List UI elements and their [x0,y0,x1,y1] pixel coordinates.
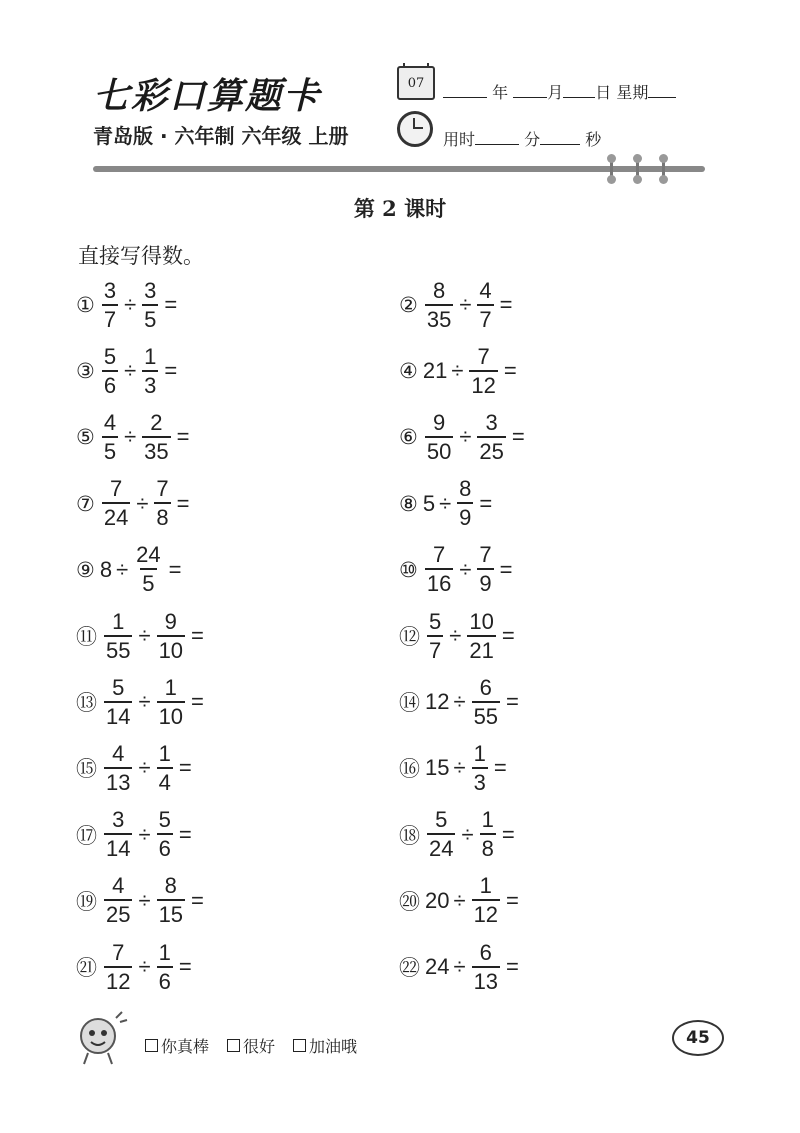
divide-sign: ÷ [459,424,472,450]
numerator: 4 [112,740,125,766]
numerator: 10 [469,608,494,634]
fraction [102,409,118,464]
denominator: 6 [157,966,173,993]
numerator: 7 [109,476,123,502]
equals-sign: = [191,689,204,715]
denominator: 5 [142,304,158,331]
fraction [472,674,500,729]
problem-number: ⑮ [76,757,97,782]
minutes-label: 分 [524,130,541,149]
whole-number: 5 [422,490,436,516]
numerator: 1 [158,740,171,766]
denominator: 35 [142,436,170,463]
numerator: 6 [479,674,492,700]
problem-number: ⑲ [76,889,97,914]
denominator: 5 [102,436,118,463]
divide-sign: ÷ [138,887,151,913]
fraction [427,809,455,860]
fraction [477,277,493,332]
numerator: 5 [112,674,125,700]
date-line [443,80,676,103]
denominator: 16 [425,568,453,595]
denominator: 8 [480,833,496,860]
fraction [104,939,132,994]
problem-number: ㉒ [399,956,420,980]
fraction [425,277,453,332]
denominator: 35 [425,304,453,331]
denominator: 5 [140,568,156,595]
checkbox[interactable] [227,1039,240,1052]
problem-item [76,739,192,797]
numerator: 1 [481,807,494,833]
denominator: 7 [477,304,493,331]
mascot-icon [70,1008,130,1068]
problem-item [76,872,204,930]
denominator: 6 [102,370,118,397]
fraction [142,409,170,464]
rating-label: 很好 [243,1037,276,1056]
problem-number: ⑨ [76,557,95,582]
divide-sign: ÷ [138,689,151,715]
problem-number: ① [76,293,95,317]
numerator: 2 [150,409,163,435]
numerator: 24 [136,542,161,568]
problem-item [76,475,190,533]
divide-sign: ÷ [124,292,137,317]
equals-sign: = [178,755,192,781]
problem-item [399,541,513,599]
clock-icon [397,111,433,147]
fraction [157,809,173,860]
binder-ring-icon [636,156,639,182]
page-number: 45 [672,1020,724,1056]
fraction [104,875,132,926]
denominator: 9 [457,502,473,529]
numerator: 3 [144,277,157,303]
fraction [425,544,453,595]
equals-sign: = [501,821,515,847]
problem-number: ③ [76,359,95,384]
fraction [102,277,118,332]
denominator: 13 [472,966,500,993]
divide-sign: ÷ [124,358,137,384]
problem-number: ⑧ [399,491,418,516]
fraction [104,674,132,729]
denominator: 15 [157,899,185,926]
divide-sign: ÷ [461,821,474,847]
problem-item [76,342,177,400]
problem-number: ⑬ [76,691,97,716]
equals-sign: = [176,490,190,516]
seconds-blank[interactable] [540,130,580,145]
equals-sign: = [499,292,513,317]
divide-sign: ÷ [453,689,466,715]
brand-title: 七彩口算题卡 [93,75,322,117]
equals-sign: = [178,821,192,847]
numerator: 1 [164,674,177,700]
denominator: 6 [157,833,173,860]
problem-item [399,276,513,334]
denominator: 24 [102,502,130,529]
divide-sign: ÷ [459,292,472,317]
denominator: 4 [157,767,173,794]
fraction [472,939,500,994]
equals-sign: = [501,623,515,648]
equals-sign: = [499,556,513,582]
denominator: 14 [104,833,132,860]
fraction [472,740,488,795]
problem-number: ⑭ [399,691,420,716]
minutes-blank[interactable] [475,130,519,145]
divide-sign: ÷ [453,755,466,781]
problem-item [76,938,192,996]
fraction [157,740,173,795]
equals-sign: = [164,358,178,384]
problem-number: ⑳ [399,889,420,914]
numerator: 1 [479,873,492,899]
numerator: 1 [158,939,171,965]
numerator: 4 [112,873,125,899]
weekday-blank[interactable] [648,83,676,98]
divide-sign: ÷ [116,556,129,582]
fraction [157,875,185,926]
seconds-label: 秒 [585,130,602,149]
problem-item [76,673,204,731]
lesson-title: 第 2 课时 [353,196,447,221]
denominator: 3 [142,370,158,397]
divide-sign: ÷ [453,887,466,913]
problem-number: ⑱ [399,823,420,848]
denominator: 21 [467,635,495,662]
equals-sign: = [191,887,204,913]
numerator: 1 [473,740,486,766]
numerator: 7 [112,939,125,965]
time-line [443,127,601,150]
divide-sign: ÷ [449,623,462,648]
denominator: 13 [104,767,132,794]
calendar-icon [397,66,435,100]
problem-number: ④ [399,359,418,384]
denominator: 7 [102,304,118,331]
divide-sign: ÷ [138,954,151,979]
equals-sign: = [506,954,519,979]
divide-sign: ÷ [138,623,151,648]
numerator: 8 [432,277,446,303]
divide-sign: ÷ [138,755,151,781]
denominator: 55 [472,701,500,728]
fraction [157,674,185,729]
numerator: 5 [158,807,171,833]
whole-number: 8 [99,556,113,582]
denominator: 8 [154,502,170,529]
day-label: 日 [595,83,612,102]
binder-ring-icon [662,156,665,182]
fraction [467,608,495,663]
fraction [102,343,118,398]
denominator: 7 [427,635,443,662]
weekday-label: 星期 [616,83,649,102]
binder-ring-icon [610,156,613,182]
problem-number: ⑥ [399,425,418,450]
problem-item [399,607,515,665]
numerator: 3 [485,409,498,435]
numerator: 5 [103,343,117,369]
fraction [142,277,158,332]
equals-sign: = [511,424,525,450]
denominator: 3 [472,767,488,794]
equals-sign: = [191,623,204,648]
fraction [157,939,173,994]
fraction [157,608,185,663]
whole-number: 20 [425,887,450,913]
denominator: 10 [157,635,185,662]
numerator: 9 [432,409,446,435]
equals-sign: = [493,755,507,781]
fraction [469,343,497,398]
problem-item [76,806,192,864]
equals-sign: = [506,689,519,715]
whole-number: 15 [425,755,450,781]
instruction: 直接写得数。 [78,244,204,268]
denominator: 25 [104,899,132,926]
numerator: 6 [479,939,492,965]
fraction [480,809,496,860]
fraction [472,875,500,926]
problem-number: ⑯ [399,757,420,782]
rating-option[interactable] [145,1034,209,1057]
problem-number: ⑤ [76,425,95,450]
equals-sign: = [479,490,493,516]
fraction [134,544,162,595]
divide-sign: ÷ [138,821,151,847]
equals-sign: = [178,954,192,979]
fraction [427,608,443,663]
fraction [104,608,132,663]
denominator: 12 [472,899,500,926]
fraction [102,478,130,529]
header-divider [93,166,705,172]
numerator: 8 [459,476,472,502]
rating-label: 加油哦 [309,1037,358,1056]
numerator: 5 [435,807,448,833]
divide-sign: ÷ [124,424,137,450]
problem-item [399,872,519,930]
whole-number: 21 [422,358,448,384]
denominator: 25 [477,436,505,463]
numerator: 3 [112,807,125,833]
problem-number: ② [399,293,418,317]
fraction [104,740,132,795]
problem-item [399,408,525,466]
numerator: 3 [103,277,117,303]
numerator: 9 [164,608,177,634]
divide-sign: ÷ [439,490,452,516]
numerator: 1 [112,608,125,634]
fraction [425,409,453,464]
numerator: 7 [479,542,492,568]
divide-sign: ÷ [459,556,472,582]
fraction [477,409,505,464]
denominator: 12 [104,966,132,993]
problem-item [399,475,492,533]
time-used-label: 用时 [443,130,476,149]
numerator: 4 [479,277,492,303]
numerator: 1 [144,343,157,369]
calendar-day: 07 [407,76,425,91]
numerator: 7 [432,542,446,568]
problem-number: ⑰ [76,823,97,848]
problem-item [399,342,517,400]
edition-subtitle: 青岛版 · 六年制 六年级 上册 [93,124,349,148]
equals-sign: = [176,424,190,450]
denominator: 14 [104,701,132,728]
numerator: 5 [429,608,442,634]
fraction [477,544,493,595]
month-blank[interactable] [513,83,547,98]
numerator: 7 [477,343,490,369]
problem-item [76,607,204,665]
equals-sign: = [168,556,182,582]
whole-number: 24 [425,954,450,979]
numerator: 4 [103,409,117,435]
denominator: 55 [104,635,132,662]
problem-item [399,739,507,797]
equals-sign: = [164,292,178,317]
problem-item [76,541,182,599]
problem-item [399,673,519,731]
denominator: 9 [477,568,493,595]
problem-item [399,806,515,864]
numerator: 7 [156,476,169,502]
whole-number: 12 [425,689,450,715]
year-label: 年 [492,83,509,102]
checkbox[interactable] [145,1039,158,1052]
denominator: 50 [425,436,453,463]
problem-item [399,938,519,996]
fraction [457,478,473,529]
problem-number: ㉑ [76,956,97,980]
checkbox[interactable] [293,1039,306,1052]
fraction [104,809,132,860]
month-label: 月 [547,83,564,102]
problem-number: ⑫ [399,625,420,649]
problem-number: ⑦ [76,491,95,516]
denominator: 10 [157,701,185,728]
problem-item [76,276,177,334]
equals-sign: = [506,887,519,913]
year-blank[interactable] [443,83,487,98]
fraction [154,478,170,529]
divide-sign: ÷ [136,490,149,516]
problem-number: ⑪ [76,625,97,649]
problem-item [76,408,190,466]
equals-sign: = [503,358,517,384]
denominator: 12 [469,370,497,397]
denominator: 24 [427,833,455,860]
rating-label: 你真棒 [161,1037,210,1056]
divide-sign: ÷ [453,954,466,979]
rating-option[interactable] [293,1034,357,1057]
numerator: 8 [164,873,177,899]
rating-option[interactable] [227,1034,275,1057]
self-rating [145,1034,357,1057]
problem-number: ⑩ [399,557,418,582]
divide-sign: ÷ [451,358,464,384]
fraction [142,343,158,398]
day-blank[interactable] [563,83,595,98]
